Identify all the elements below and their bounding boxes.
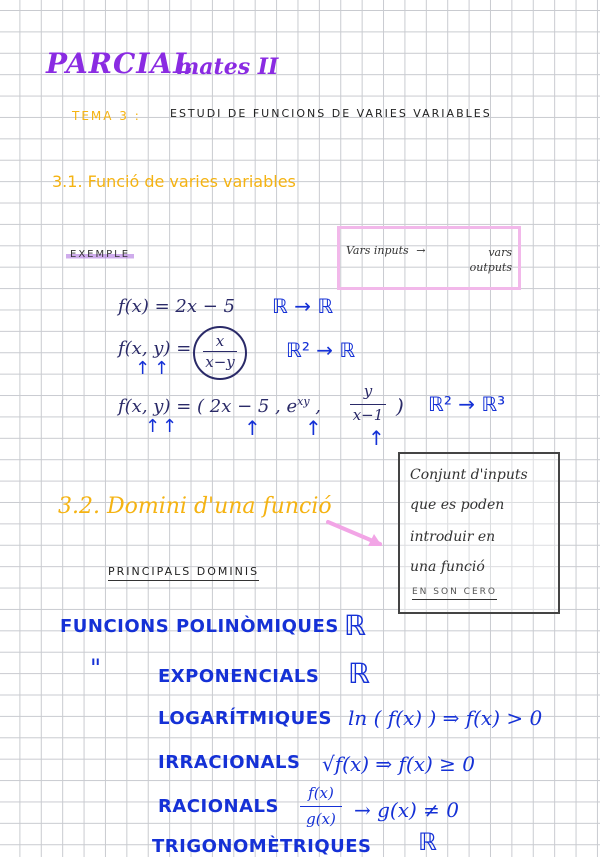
domain-rational-value: → g(x) ≠ 0 xyxy=(354,798,459,822)
definition-line-1: Conjunt d'inputs xyxy=(410,467,528,483)
domain-definition-note xyxy=(398,452,560,614)
domain-exponential-value: ℝ xyxy=(348,657,371,690)
equation-2-denominator: x−y xyxy=(205,353,235,371)
equation-2-fraction xyxy=(193,326,247,380)
arrow-up-3c: ↑ xyxy=(244,416,261,440)
arrow-up-3b: ↑ xyxy=(162,416,178,437)
topic-title: ESTUDI DE FUNCIONS DE VARIES VARIABLES xyxy=(170,107,492,120)
equation-3-close: ) xyxy=(396,394,404,418)
definition-footer: EN SON CERO xyxy=(412,588,497,600)
note-arrow: → xyxy=(416,244,426,257)
domain-irrational-label: IRRACIONALS xyxy=(158,752,301,773)
arrow-up-3e: ↑ xyxy=(368,426,385,450)
equation-3-sep: , xyxy=(309,396,322,417)
ditto-mark: " xyxy=(90,654,102,682)
equation-2: f(x, y) = xyxy=(118,338,192,359)
section-heading-3-1: 3.1. Funció de varies variables xyxy=(52,172,296,191)
section-heading-3-2: 3.2. Domini d'una funció xyxy=(58,494,332,519)
equation-3-numerator: y xyxy=(363,382,373,400)
domain-irrational-value: √f(x) ⇒ f(x) ≥ 0 xyxy=(322,752,475,776)
equation-3-map: ℝ² → ℝ³ xyxy=(428,392,506,416)
domain-logarithmic-label: LOGARÍTMIQUES xyxy=(158,708,332,729)
arrow-up-3d: ↑ xyxy=(305,416,322,440)
domain-trigonometric-value: ℝ xyxy=(418,828,438,856)
definition-line-4: una funció xyxy=(410,559,485,575)
equation-3 xyxy=(118,396,321,416)
rational-numerator: f(x) xyxy=(308,784,334,802)
note-inputs: Vars inputs xyxy=(346,244,409,257)
domain-rational-label: RACIONALS xyxy=(158,796,279,817)
equation-2-map: ℝ² → ℝ xyxy=(286,338,356,362)
arrow-up-3a: ↑ xyxy=(145,416,161,437)
topic-number: TEMA 3 : xyxy=(72,109,141,123)
inputs-outputs-note xyxy=(337,226,521,290)
equation-3-exponent: xy xyxy=(297,395,310,408)
equation-3-denominator: x−1 xyxy=(352,406,384,424)
rational-denominator: g(x) xyxy=(306,810,336,828)
domain-polynomial-value: ℝ xyxy=(344,609,367,642)
domain-exponential-label: EXPONENCIALS xyxy=(158,666,320,687)
domain-trigonometric-label: TRIGONOMÈTRIQUES xyxy=(152,836,372,857)
arrow-up-x: ↑ xyxy=(135,358,151,379)
equation-1: f(x) = 2x − 5 xyxy=(118,296,235,317)
page-title: PARCIAL xyxy=(46,47,194,80)
note-outputs: vars outputs xyxy=(469,246,512,274)
definition-line-3: introduir en xyxy=(410,529,496,545)
equation-1-map: ℝ → ℝ xyxy=(272,294,334,318)
equation-3-lhs: f(x, y) = ( 2x − 5 , e xyxy=(118,396,298,417)
pink-arrow-icon xyxy=(324,516,394,556)
equation-2-numerator: x xyxy=(215,332,225,350)
domain-logarithmic-value: ln ( f(x) ) ⇒ f(x) > 0 xyxy=(348,706,543,730)
example-label: EXEMPLE xyxy=(66,250,134,260)
arrow-up-y: ↑ xyxy=(154,358,170,379)
definition-line-2: que es poden xyxy=(410,497,505,513)
subject-title: mates II xyxy=(176,54,279,80)
principal-domains-subheading: PRINCIPALS DOMINIS xyxy=(108,566,259,581)
domain-polynomial-label: FUNCIONS POLINÒMIQUES xyxy=(60,616,339,637)
